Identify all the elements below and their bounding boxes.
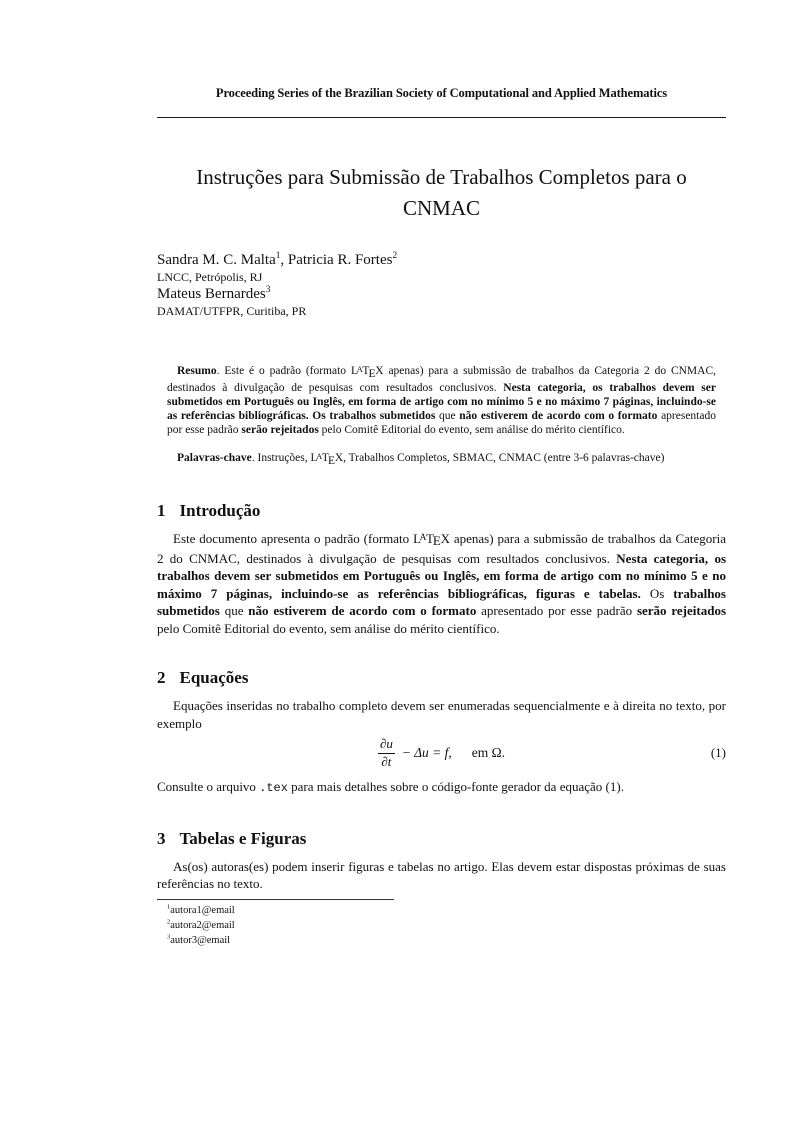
latex-logo: LATEX	[413, 530, 450, 549]
latex-logo: LATEX	[350, 365, 384, 380]
author-line-1: Sandra M. C. Malta$^1$, Patricia R. Fortes$^2$	[157, 251, 398, 268]
authors-block	[157, 251, 726, 319]
paper-title-line2: CNMAC	[402, 196, 481, 220]
latex-logo: LATEX	[310, 451, 344, 467]
footnote-mark: 2	[167, 918, 171, 926]
equation-fraction	[378, 737, 395, 770]
section-heading-tabelas-figuras	[157, 828, 726, 850]
section-number: 3	[157, 828, 166, 848]
equation-1	[157, 736, 726, 770]
section-heading-introducao	[157, 500, 726, 522]
footnote-3	[157, 933, 726, 948]
author-line-2: Mateus Bernardes$^3$	[157, 285, 271, 302]
section-title: Equações	[179, 668, 249, 688]
section-number: 2	[157, 668, 166, 688]
abstract-text: Resumo. Este é o padrão (formato LATEX apenas) para a submissão de trabalhos da Categoria 2 do CNMAC, destinados à divulgação de pesquisas com resultados conclusivos. Nesta categoria, os trabalhos devem ser submetidos em Português ou Inglês, em forma de artigo com no mínimo 5 e no máximo 7 páginas, incluindo-se as referências bibliográficas. Os trabalhos submetidos que não estiverem de acordo com o formato apresentado por esse padrão serão rejeitados pelo Comitê Editorial do evento, sem análise do mérito científico.	[167, 365, 716, 436]
footnote-text: autora2@email	[170, 919, 235, 931]
paper-title	[157, 162, 726, 224]
section-heading-equacoes	[157, 667, 726, 689]
figures-paragraph: As(os) autoras(es) podem inserir figuras e tabelas no artigo. Elas devem estar dispostas próximas de suas referências no texto.	[157, 858, 726, 892]
paper-title-line1: Instruções para Submissão de Trabalhos Completos para o	[196, 165, 687, 189]
equation-number: (1)	[710, 745, 726, 761]
section-title: Tabelas e Figuras	[179, 828, 307, 848]
equation-body: − Δu = f,	[401, 745, 452, 761]
section-number: 1	[157, 500, 166, 520]
header-rule	[157, 117, 726, 118]
equations-paragraph: Equações inseridas no trabalho completo devem ser enumeradas sequencialmente e à direita no texto, por exemplo	[157, 698, 726, 731]
footnote-mark: 1	[167, 903, 171, 911]
section-title: Introdução	[179, 500, 261, 520]
footnotes-block	[157, 903, 726, 948]
equation-condition: em Ω.	[471, 745, 506, 761]
keywords-text: Palavras-chave. Instruções, LATEX, Trabalhos Completos, SBMAC, CNMAC (entre 3-6 palavras-chave)	[177, 451, 665, 467]
footnote-text: autora1@email	[170, 904, 235, 916]
footnote-2	[157, 918, 726, 933]
author-affiliation-1: LNCC, Petrópolis, RJ	[157, 270, 263, 284]
running-header: Proceeding Series of the Brazilian Society of Computational and Applied Mathematics	[215, 86, 668, 100]
footnote-mark: 3	[167, 933, 171, 941]
author-affiliation-2: DAMAT/UTFPR, Curitiba, PR	[157, 304, 307, 318]
fraction-denominator: ∂t	[381, 753, 392, 769]
consulte-paragraph: Consulte o arquivo .tex para mais detalhes sobre o código-fonte gerador da equação (1).	[157, 779, 624, 796]
footnote-rule	[157, 899, 394, 900]
fraction-numerator: ∂u	[378, 737, 395, 754]
footnote-1	[157, 903, 726, 918]
intro-paragraph: Este documento apresenta o padrão (formato LATEX apenas) para a submissão de trabalhos da Categoria 2 do CNMAC, destinados à divulgação de pesquisas com resultados conclusivos. Nesta categoria, os trabalhos devem ser submetidos em Português ou Inglês, em forma de artigo com no mínimo 5 e no máximo 7 páginas, incluindo-se as referências bibliográficas, figuras e tabelas. Os trabalhos submetidos que não estiverem de acordo com o formato apresentado por esse padrão serão rejeitados pelo Comitê Editorial do evento, sem análise do mérito científico.	[157, 530, 727, 636]
footnote-text: autor3@email	[170, 934, 231, 946]
abstract-block	[167, 363, 716, 468]
